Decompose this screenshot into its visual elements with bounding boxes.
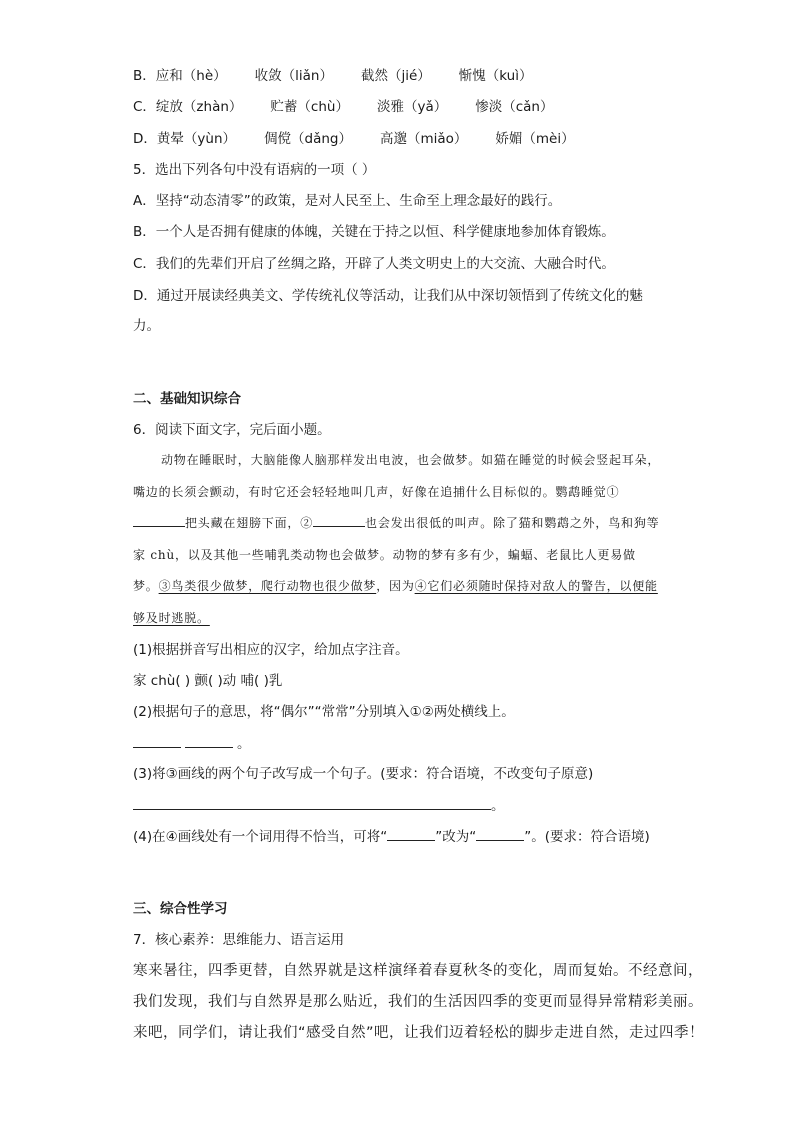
reading-passage bbox=[133, 445, 661, 634]
question-5-option-a: A．坚持“动态清零”的政策，是对人民至上、生命至上理念最好的践行。 bbox=[133, 193, 562, 209]
option-d-row bbox=[133, 129, 603, 149]
replace-from-blank[interactable] bbox=[387, 826, 435, 841]
passage-text-5: ，因为 bbox=[376, 579, 415, 593]
sub-question-4 bbox=[133, 826, 650, 847]
option-d-word-2: 倜傥（dǎng） bbox=[264, 131, 352, 147]
passage-text-3: 也会发出很低的叫声。除了猫和鹦鹉之外，鸟和狗等家 chù，以及其他一些哺乳类动物也会做梦。动物的梦有多有少，蝙蝠、老鼠比人更易做梦。 bbox=[133, 516, 660, 593]
question-5-option-c: C．我们的先辈们开启了丝绸之路，开辟了人类文明史上的大交流、大融合时代。 bbox=[133, 256, 615, 272]
section-3-title: 三、综合性学习 bbox=[133, 901, 228, 917]
blank-1[interactable] bbox=[133, 512, 185, 527]
question-7-text-line-1: 寒来暑往，四季更替，自然界就是这样演绎着春夏秋冬的变化，周而复始。不经意间， bbox=[133, 963, 703, 979]
sub-question-4-text-c: ”。(要求：符合语境) bbox=[524, 829, 650, 845]
sub-question-2: (2)根据句子的意思，将“偶尔”“常常”分别填入①②两处横线上。 bbox=[133, 704, 515, 720]
question-5-stem: 5．选出下列各句中没有语病的一项（ ） bbox=[133, 162, 376, 178]
sub-question-1: (1)根据拼音写出相应的汉字，给加点字注音。 bbox=[133, 642, 409, 658]
option-c-word-3: 淡雅（yǎ） bbox=[376, 99, 448, 115]
option-c-word-2: 贮蓄（chù） bbox=[270, 99, 349, 115]
underlined-sentence-4: ④它们必须随时保持对敌人的警告，以便能够及时逃脱。 bbox=[133, 579, 658, 625]
replace-to-blank[interactable] bbox=[476, 826, 524, 841]
question-5-option-d-cont: 力。 bbox=[133, 318, 160, 334]
question-5-option-b: B．一个人是否拥有健康的体魄，关键在于持之以恒、科学健康地参加体育锻炼。 bbox=[133, 224, 615, 240]
blank-2[interactable] bbox=[313, 512, 365, 527]
option-b-word-4: 惭愧（kuì） bbox=[458, 68, 533, 84]
option-d-word-3: 高邈（miǎo） bbox=[379, 131, 468, 147]
option-c-row bbox=[133, 97, 581, 117]
section-2-title: 二、基础知识综合 bbox=[133, 391, 241, 407]
option-d-word-4: 娇媚（mèi） bbox=[495, 131, 575, 147]
passage-text-2: 把头藏在翅膀下面，② bbox=[185, 516, 314, 530]
sub-question-3: (3)将③画线的两个句子改写成一个句子。(要求：符合语境，不改变句子原意) bbox=[133, 766, 594, 782]
option-c-word-1: C．绽放（zhàn） bbox=[133, 99, 243, 115]
question-7-text-line-2: 我们发现，我们与自然界是那么贴近，我们的生活因四季的变更而显得异常精彩美丽。 bbox=[133, 994, 703, 1010]
answer-blank-2[interactable] bbox=[185, 733, 233, 748]
sub-question-3-answer bbox=[133, 795, 505, 816]
option-c-word-4: 惨淡（cǎn） bbox=[475, 99, 554, 115]
answer-line-period: 。 bbox=[491, 798, 505, 814]
question-7-text-line-3: 来吧，同学们，请让我们“感受自然”吧，让我们迈着轻松的脚步走进自然，走过四季！ bbox=[133, 1025, 705, 1041]
option-b-word-1: B．应和（hè） bbox=[133, 68, 227, 84]
sub-question-2-answer bbox=[133, 733, 251, 754]
sub-question-1-items: 家 chù( ) 颤( )动 哺( )乳 bbox=[133, 673, 283, 689]
question-7-stem: 7．核心素养：思维能力、语言运用 bbox=[133, 932, 345, 948]
option-b-row bbox=[133, 66, 561, 86]
sub-question-4-text-b: ”改为“ bbox=[435, 829, 477, 845]
option-b-word-3: 截然（jié） bbox=[360, 68, 431, 84]
option-b-word-2: 收敛（liǎn） bbox=[254, 68, 333, 84]
option-d-word-1: D．黄晕（yùn） bbox=[133, 131, 236, 147]
underlined-sentence-3: ③鸟类很少做梦，爬行动物也很少做梦 bbox=[158, 579, 377, 593]
answer-line[interactable] bbox=[133, 795, 491, 810]
answer-blank-1[interactable] bbox=[133, 733, 181, 748]
sub-question-4-text-a: (4)在④画线处有一个词用得不恰当，可将“ bbox=[133, 829, 388, 845]
question-5-option-d: D．通过开展读经典美文、学传统礼仪等活动，让我们从中深切领悟到了传统文化的魅 bbox=[133, 288, 643, 304]
passage-text-1: 动物在睡眠时，大脑能像人脑那样发出电波，也会做梦。如猫在睡觉的时候会竖起耳朵，嘴边的长须会颤动，有时它还会轻轻地叫几声，好像在追捕什么目标似的。鹦鹉睡觉① bbox=[133, 453, 661, 499]
answer-period: 。 bbox=[237, 736, 251, 752]
question-6-stem: 6．阅读下面文字，完后面小题。 bbox=[133, 422, 331, 438]
